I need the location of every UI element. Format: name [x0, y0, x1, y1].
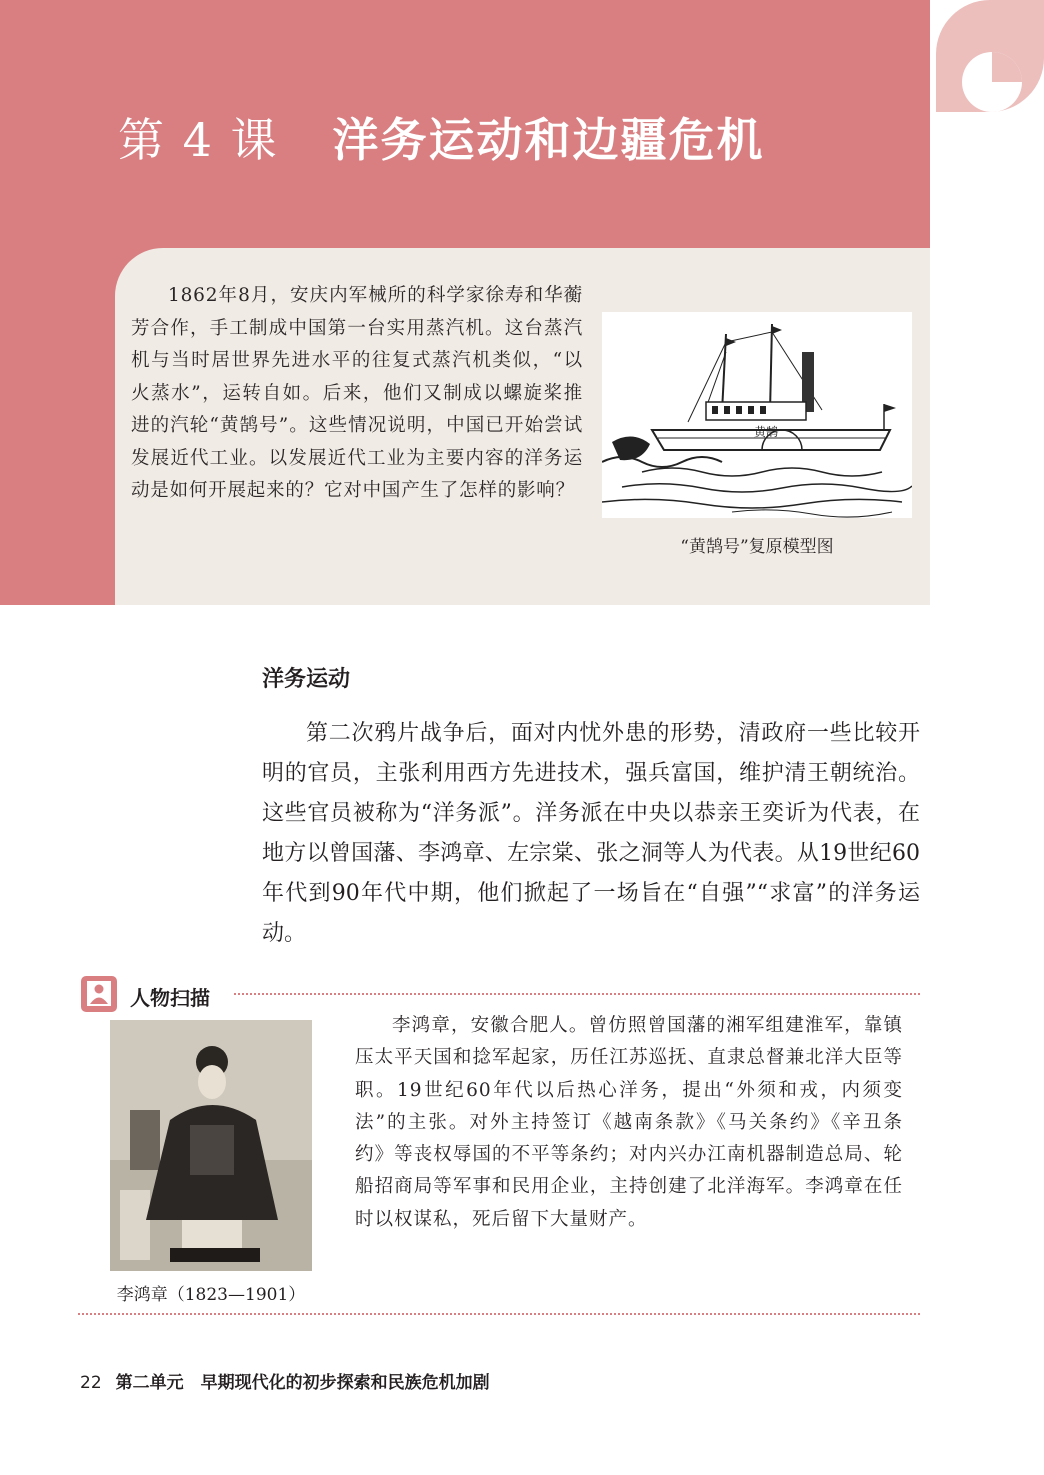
page-number: 22: [80, 1373, 102, 1393]
intro-box: [115, 248, 930, 605]
ship-label: 黄鹄: [754, 425, 779, 439]
section-heading: 洋务运动: [262, 666, 351, 692]
biography-text: 李鸿章，安徽合肥人。曾仿照曾国藩的湘军组建淮军，靠镇压太平天国和捻军起家，历任江苏巡抚、直隶总督兼北洋大臣等职。19世纪60年代以后热心洋务，提出“外须和戎，内须变法”的主张。对外主持签订《越南条款》《马关条约》《辛丑条约》等丧权辱国的不平等条约；对内兴办江南机器制造总局、轮船招商局等军事和民用企业，主持创建了北洋海军。李鸿章在任时以权谋私，死后留下大量财产。: [355, 1015, 903, 1230]
divider: [78, 1313, 920, 1315]
intro-text: 1862年8月，安庆内军械所的科学家徐寿和华蘅芳合作，手工制成中国第一台实用蒸汽机。这台蒸汽机与当时居世界先进水平的往复式蒸汽机类似，“以火蒸水”，运转自如。后来，他们又制成以螺旋桨推进的汽轮“黄鹄号”。这些情况说明，中国已开始尝试发展近代工业。以发展近代工业为主要内容的洋务运动是如何开展起来的？它对中国产生了怎样的影响？: [131, 285, 583, 501]
portrait-image: [110, 1020, 312, 1271]
ship-caption: “黄鹄号”复原模型图: [680, 537, 834, 557]
corner-decoration: [930, 0, 1044, 112]
ship-image: [602, 312, 912, 518]
lesson-number: 第 4 课: [118, 113, 279, 167]
portrait-caption: 李鸿章（1823—1901）: [116, 1285, 306, 1305]
footer: [80, 1368, 490, 1393]
unit-title: 第二单元 早期现代化的初步探索和民族危机加剧: [115, 1373, 490, 1393]
person-card-icon: [80, 975, 118, 1013]
lesson-title: [118, 104, 765, 170]
sidebar-title: 人物扫描: [130, 986, 210, 1010]
lesson-name: 洋务运动和边疆危机: [332, 113, 765, 167]
divider: [234, 993, 920, 995]
section-paragraph: 第二次鸦片战争后，面对内忧外患的形势，清政府一些比较开明的官员，主张利用西方先进技术，强兵富国，维护清王朝统治。这些官员被称为“洋务派”。洋务派在中央以恭亲王奕䜣为代表，在地方以曾国藩、李鸿章、左宗棠、张之洞等人为代表。从19世纪60年代到90年代中期，他们掀起了一场旨在“自强”“求富”的洋务运动。: [262, 721, 920, 946]
